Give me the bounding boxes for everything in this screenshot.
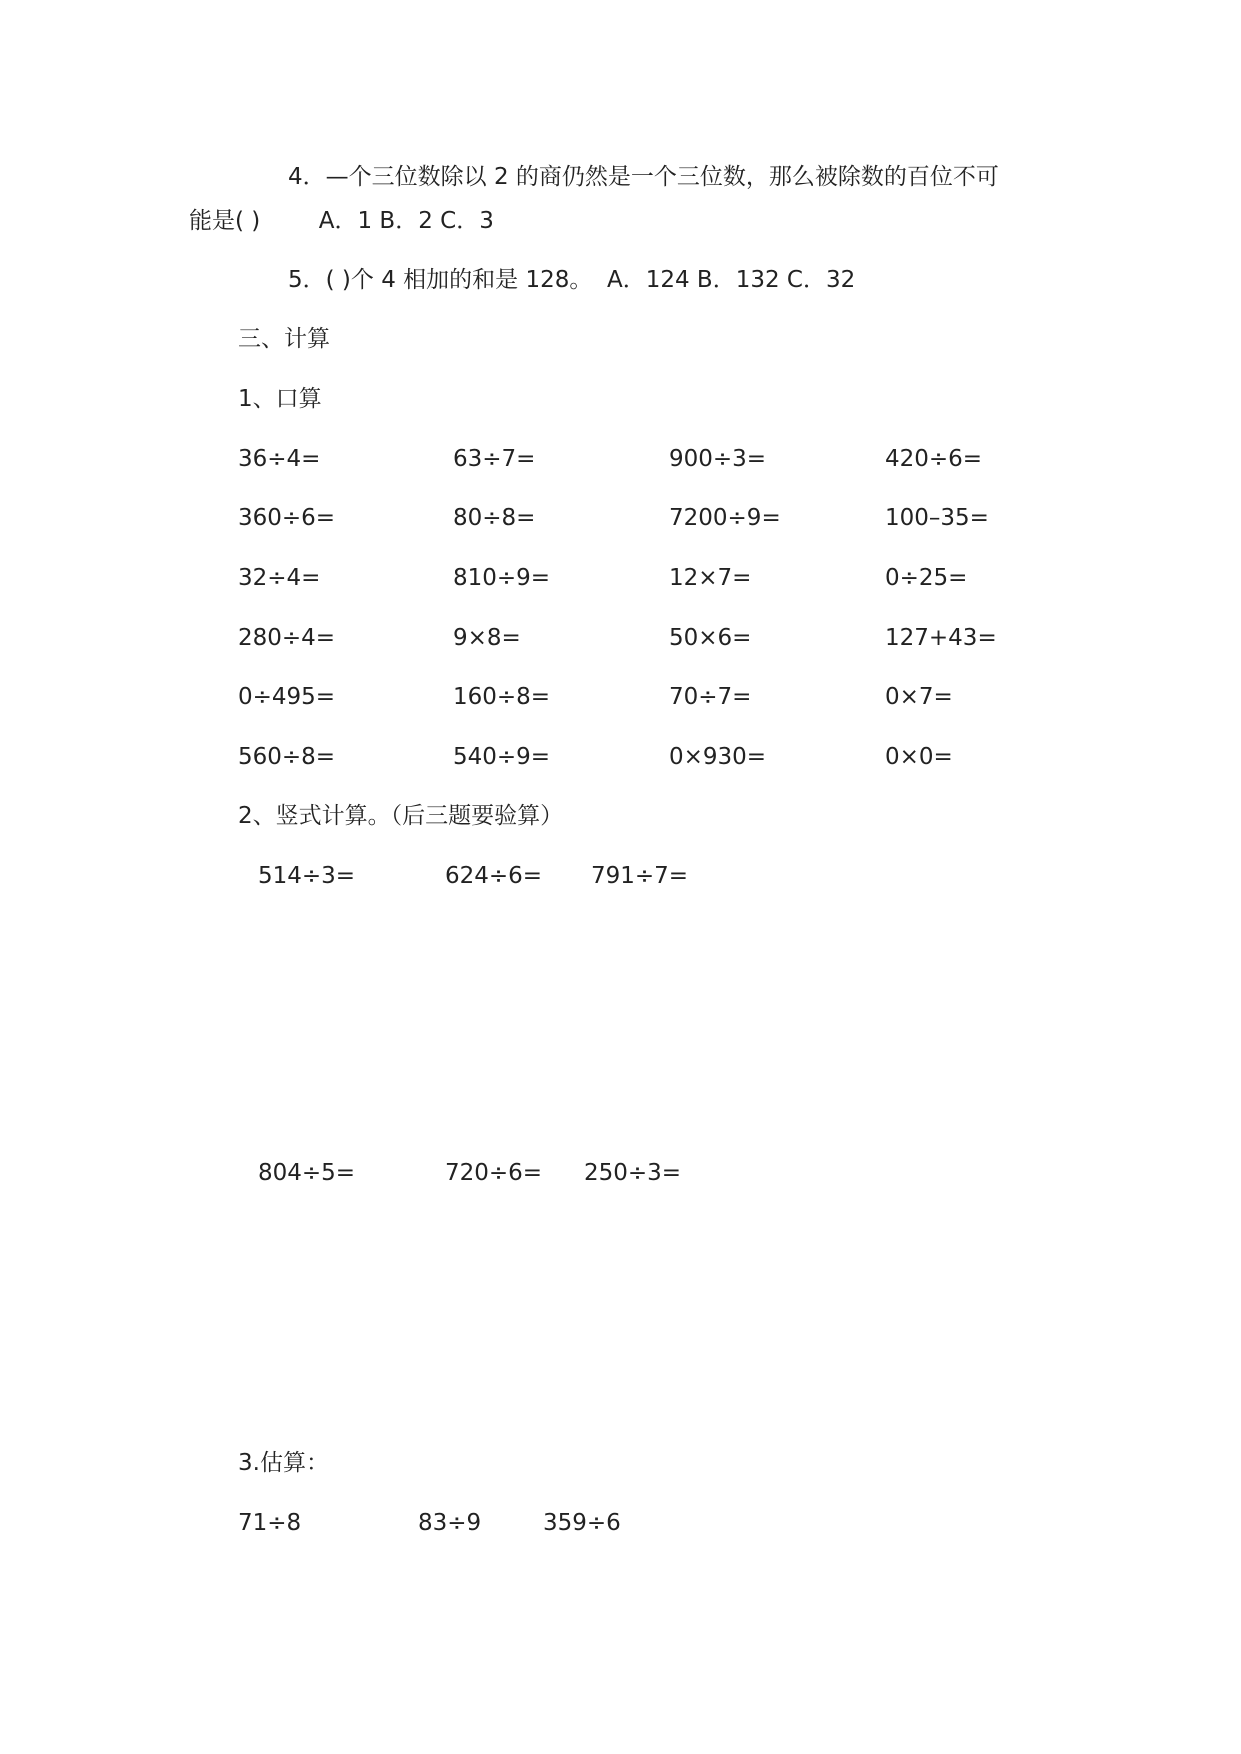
oral-problem: 127+43= [885, 625, 997, 651]
oral-problem: 560÷8= [238, 744, 336, 770]
oral-problem: 100–35= [885, 505, 989, 531]
oral-problem: 0×7= [885, 684, 953, 710]
oral-problem: 360÷6= [238, 505, 336, 531]
oral-problem: 36÷4= [238, 446, 321, 472]
vertical-problem: 250÷3= [584, 1160, 682, 1186]
oral-problem: 0×0= [885, 744, 953, 770]
oral-problem: 160÷8= [453, 684, 551, 710]
vertical-problem: 720÷6= [445, 1160, 543, 1186]
oral-problem: 0×930= [669, 744, 767, 770]
oral-problem: 810÷9= [453, 565, 551, 591]
oral-problem: 70÷7= [669, 684, 752, 710]
question-4-line-1: 4．—个三位数除以 2 的商仍然是一个三位数，那么被除数的百位不可 [288, 164, 999, 190]
oral-problem: 0÷495= [238, 684, 336, 710]
section-title: 三、计算 [238, 326, 330, 352]
vertical-problem: 514÷3= [258, 863, 356, 889]
vertical-problem: 791÷7= [591, 863, 689, 889]
oral-problem: 540÷9= [453, 744, 551, 770]
question-4-line-2: 能是( ) A．1 B．2 C．3 [189, 208, 494, 234]
oral-problem: 9×8= [453, 625, 521, 651]
estimate-problem: 359÷6 [543, 1510, 621, 1536]
oral-problem: 80÷8= [453, 505, 536, 531]
oral-problem: 32÷4= [238, 565, 321, 591]
oral-problem: 50×6= [669, 625, 752, 651]
oral-problem: 420÷6= [885, 446, 983, 472]
oral-problem: 0÷25= [885, 565, 968, 591]
question-5: 5．( )个 4 相加的和是 128。 A．124 B．132 C．32 [288, 267, 856, 293]
oral-problem: 280÷4= [238, 625, 336, 651]
estimate-problem: 83÷9 [418, 1510, 482, 1536]
vertical-problem: 624÷6= [445, 863, 543, 889]
oral-problem: 7200÷9= [669, 505, 781, 531]
estimate-problem: 71÷8 [238, 1510, 302, 1536]
vertical-problem: 804÷5= [258, 1160, 356, 1186]
vertical-calc-title: 2、竖式计算。（后三题要验算） [238, 803, 564, 829]
oral-problem: 63÷7= [453, 446, 536, 472]
oral-problem: 900÷3= [669, 446, 767, 472]
estimate-title: 3.估算： [238, 1450, 329, 1476]
oral-calc-title: 1、口算 [238, 386, 322, 412]
oral-problem: 12×7= [669, 565, 752, 591]
